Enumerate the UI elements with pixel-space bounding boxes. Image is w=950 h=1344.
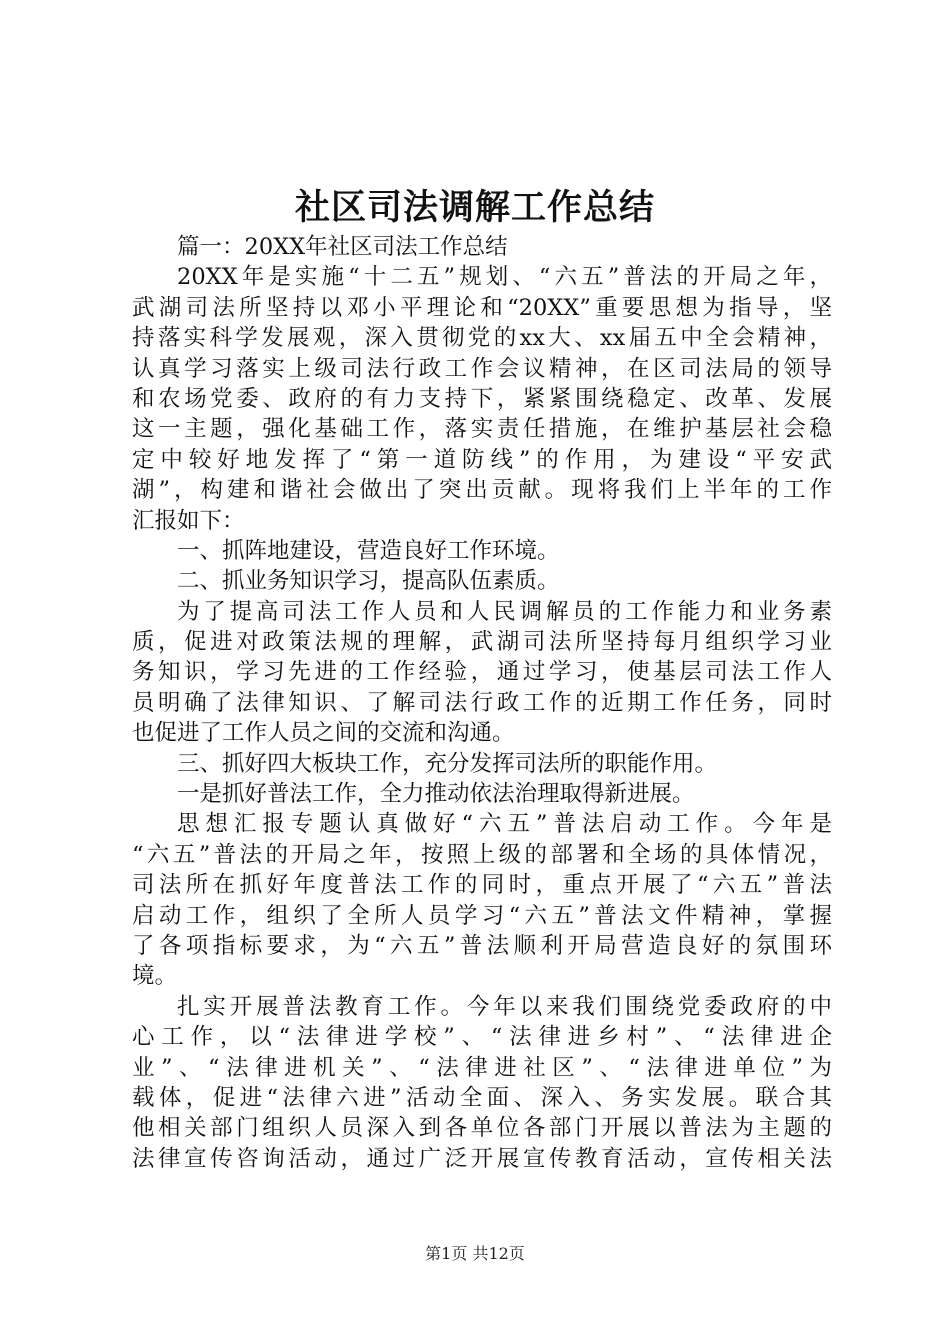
text-line: 二、抓业务知识学习，提高队伍素质。	[177, 568, 560, 595]
text-line: 思想汇报专题认真做好“六五”普法启动工作。今年是	[177, 811, 832, 838]
text-line: 员明确了法律知识、了解司法行政工作的近期工作任务，同时	[132, 689, 832, 716]
text-line: 湖”，构建和谐社会做出了突出贡献。现将我们上半年的工作	[132, 477, 832, 504]
text-line: 持落实科学发展观，深入贯彻党的xx大、xx届五中全会精神，	[132, 325, 832, 352]
text-line: 扎实开展普法教育工作。今年以来我们围绕党委政府的中	[177, 993, 832, 1020]
text-line: 为了提高司法工作人员和人民调解员的工作能力和业务素	[177, 598, 832, 625]
page-footer: 第1页 共12页	[425, 1244, 525, 1263]
text-line: 一是抓好普法工作，全力推动依法治理取得新进展。	[177, 781, 695, 808]
text-line: 也促进了工作人员之间的交流和沟通。	[132, 720, 515, 747]
document-body	[132, 232, 832, 1174]
text-line: 司法所在抓好年度普法工作的同时，重点开展了“六五”普法	[132, 872, 832, 899]
text-line: 境。	[132, 963, 178, 990]
text-line: 认真学习落实上级司法行政工作会议精神，在区司法局的领导	[132, 355, 832, 382]
text-line: 心工作，以“法律进学校”、“法律进乡村”、“法律进企	[132, 1024, 832, 1051]
text-line: 汇报如下：	[132, 507, 245, 534]
text-line: 三、抓好四大板块工作，充分发挥司法所的职能作用。	[177, 750, 718, 777]
text-line: 篇一：20XX年社区司法工作总结	[177, 234, 508, 260]
text-line: 了各项指标要求，为“六五”普法顺利开局营造良好的氛围环	[132, 932, 832, 959]
text-line: 武湖司法所坚持以邓小平理论和“20XX”重要思想为指导，坚	[132, 294, 832, 321]
text-line: 一、抓阵地建设，营造良好工作环境。	[177, 537, 560, 564]
text-line: 业”、“法律进机关”、“法律进社区”、“法律进单位”为	[132, 1054, 832, 1081]
text-line: 他相关部门组织人员深入到各单位各部门开展以普法为主题的	[132, 1115, 832, 1142]
text-line: 载体，促进“法律六进”活动全面、深入、务实发展。联合其	[132, 1084, 832, 1111]
text-line: “六五”普法的开局之年，按照上级的部署和全场的具体情况，	[132, 841, 832, 868]
text-line: 定中较好地发挥了“第一道防线”的作用，为建设“平安武	[132, 446, 832, 473]
text-line: 这一主题，强化基础工作，落实责任措施，在维护基层社会稳	[132, 416, 832, 443]
text-line: 质，促进对政策法规的理解，武湖司法所坚持每月组织学习业	[132, 629, 832, 656]
document-title: 社区司法调解工作总结	[294, 187, 655, 228]
text-line: 和农场党委、政府的有力支持下，紧紧围绕稳定、改革、发展	[132, 385, 832, 412]
text-line: 启动工作，组织了全所人员学习“六五”普法文件精神，掌握	[132, 902, 832, 929]
text-line: 20XX年是实施“十二五”规划、“六五”普法的开局之年，	[177, 264, 832, 291]
text-line: 法律宣传咨询活动，通过广泛开展宣传教育活动，宣传相关法	[132, 1145, 832, 1172]
text-line: 务知识，学习先进的工作经验，通过学习，使基层司法工作人	[132, 659, 832, 686]
